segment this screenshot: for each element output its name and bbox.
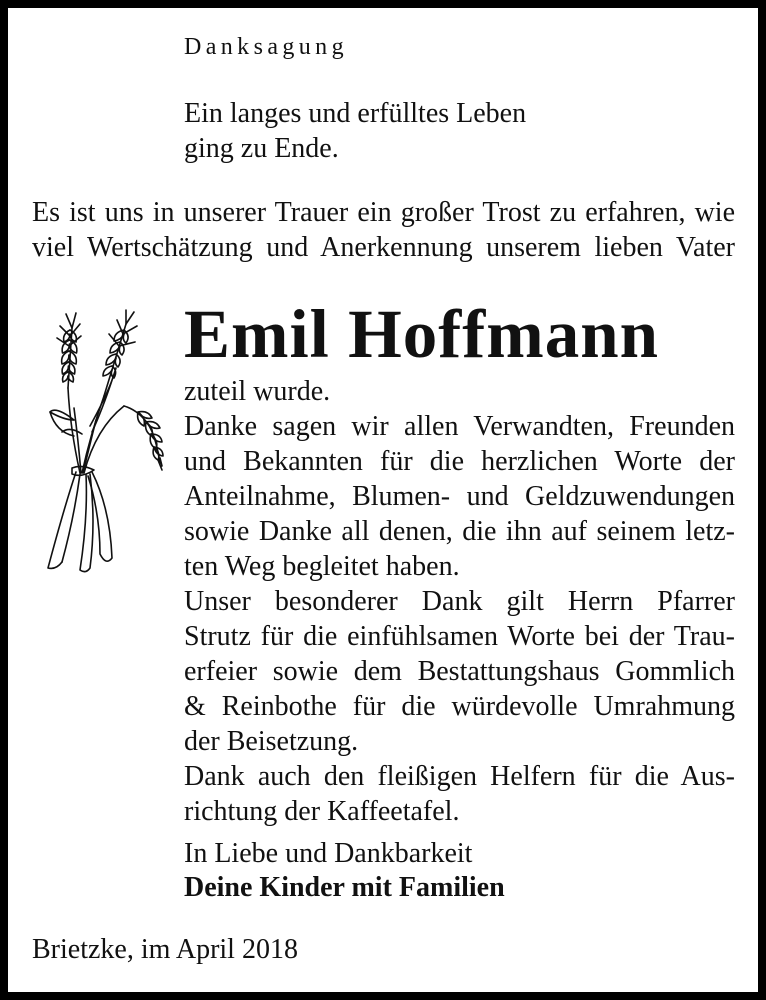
intro-line: Ein langes und erfülltes Leben [184,98,527,129]
body-line: ten Weg begleitet haben. [184,551,460,582]
wheat-sheaf-icon [34,308,164,583]
signature: Deine Kinder mit Familien [184,872,505,903]
body-line: der Beisetzung. [184,726,359,757]
intro-line: ging zu Ende. [184,133,339,164]
heading: Danksagung [184,34,348,60]
intro-text [184,96,526,166]
obituary-card [8,8,758,992]
body-line: Anteilnahme, Blumen- und Geldzuwendungen [184,481,735,512]
place-date: Brietzke, im April 2018 [32,934,298,965]
closing-line: In Liebe und Dankbarkeit [184,838,473,869]
wheat-ear-right [124,406,163,470]
body-line: Unser besonderer Dank gilt Herrn Pfarrer [184,586,735,617]
trost-line: Es ist uns in unserer Trauer ein großer Trost zu erfahren, wie [32,197,735,228]
body-line: & Reinbothe für die würdevolle Umrahmung [184,691,735,722]
body-line: richtung der Kaffeetafel. [184,796,460,827]
body-line: sowie Danke all denen, die ihn auf seinem letz- [184,516,735,547]
body-line: Strutz für die einfühlsamen Worte bei der Trau- [184,621,735,652]
body-line: erfeier sowie dem Bestattungshaus Gommlich [184,656,735,687]
body-line: zuteil wurde. [184,376,331,407]
trost-paragraph [32,195,735,265]
trost-line: viel Wertschätzung und Anerkennung unserem lieben Vater [32,232,735,263]
body-text [184,374,735,829]
wheat-ear-left [57,313,81,388]
body-line: Danke sagen wir allen Verwandten, Freunden [184,411,735,442]
wheat-ear-middle [103,310,137,396]
deceased-name: Emil Hoffmann [184,296,659,372]
body-line: Dank auch den fleißigen Helfern für die Aus- [184,761,735,792]
closing-block [184,837,505,905]
wheat-tie [48,466,112,571]
body-line: und Bekannten für die herzlichen Worte der [184,446,735,477]
